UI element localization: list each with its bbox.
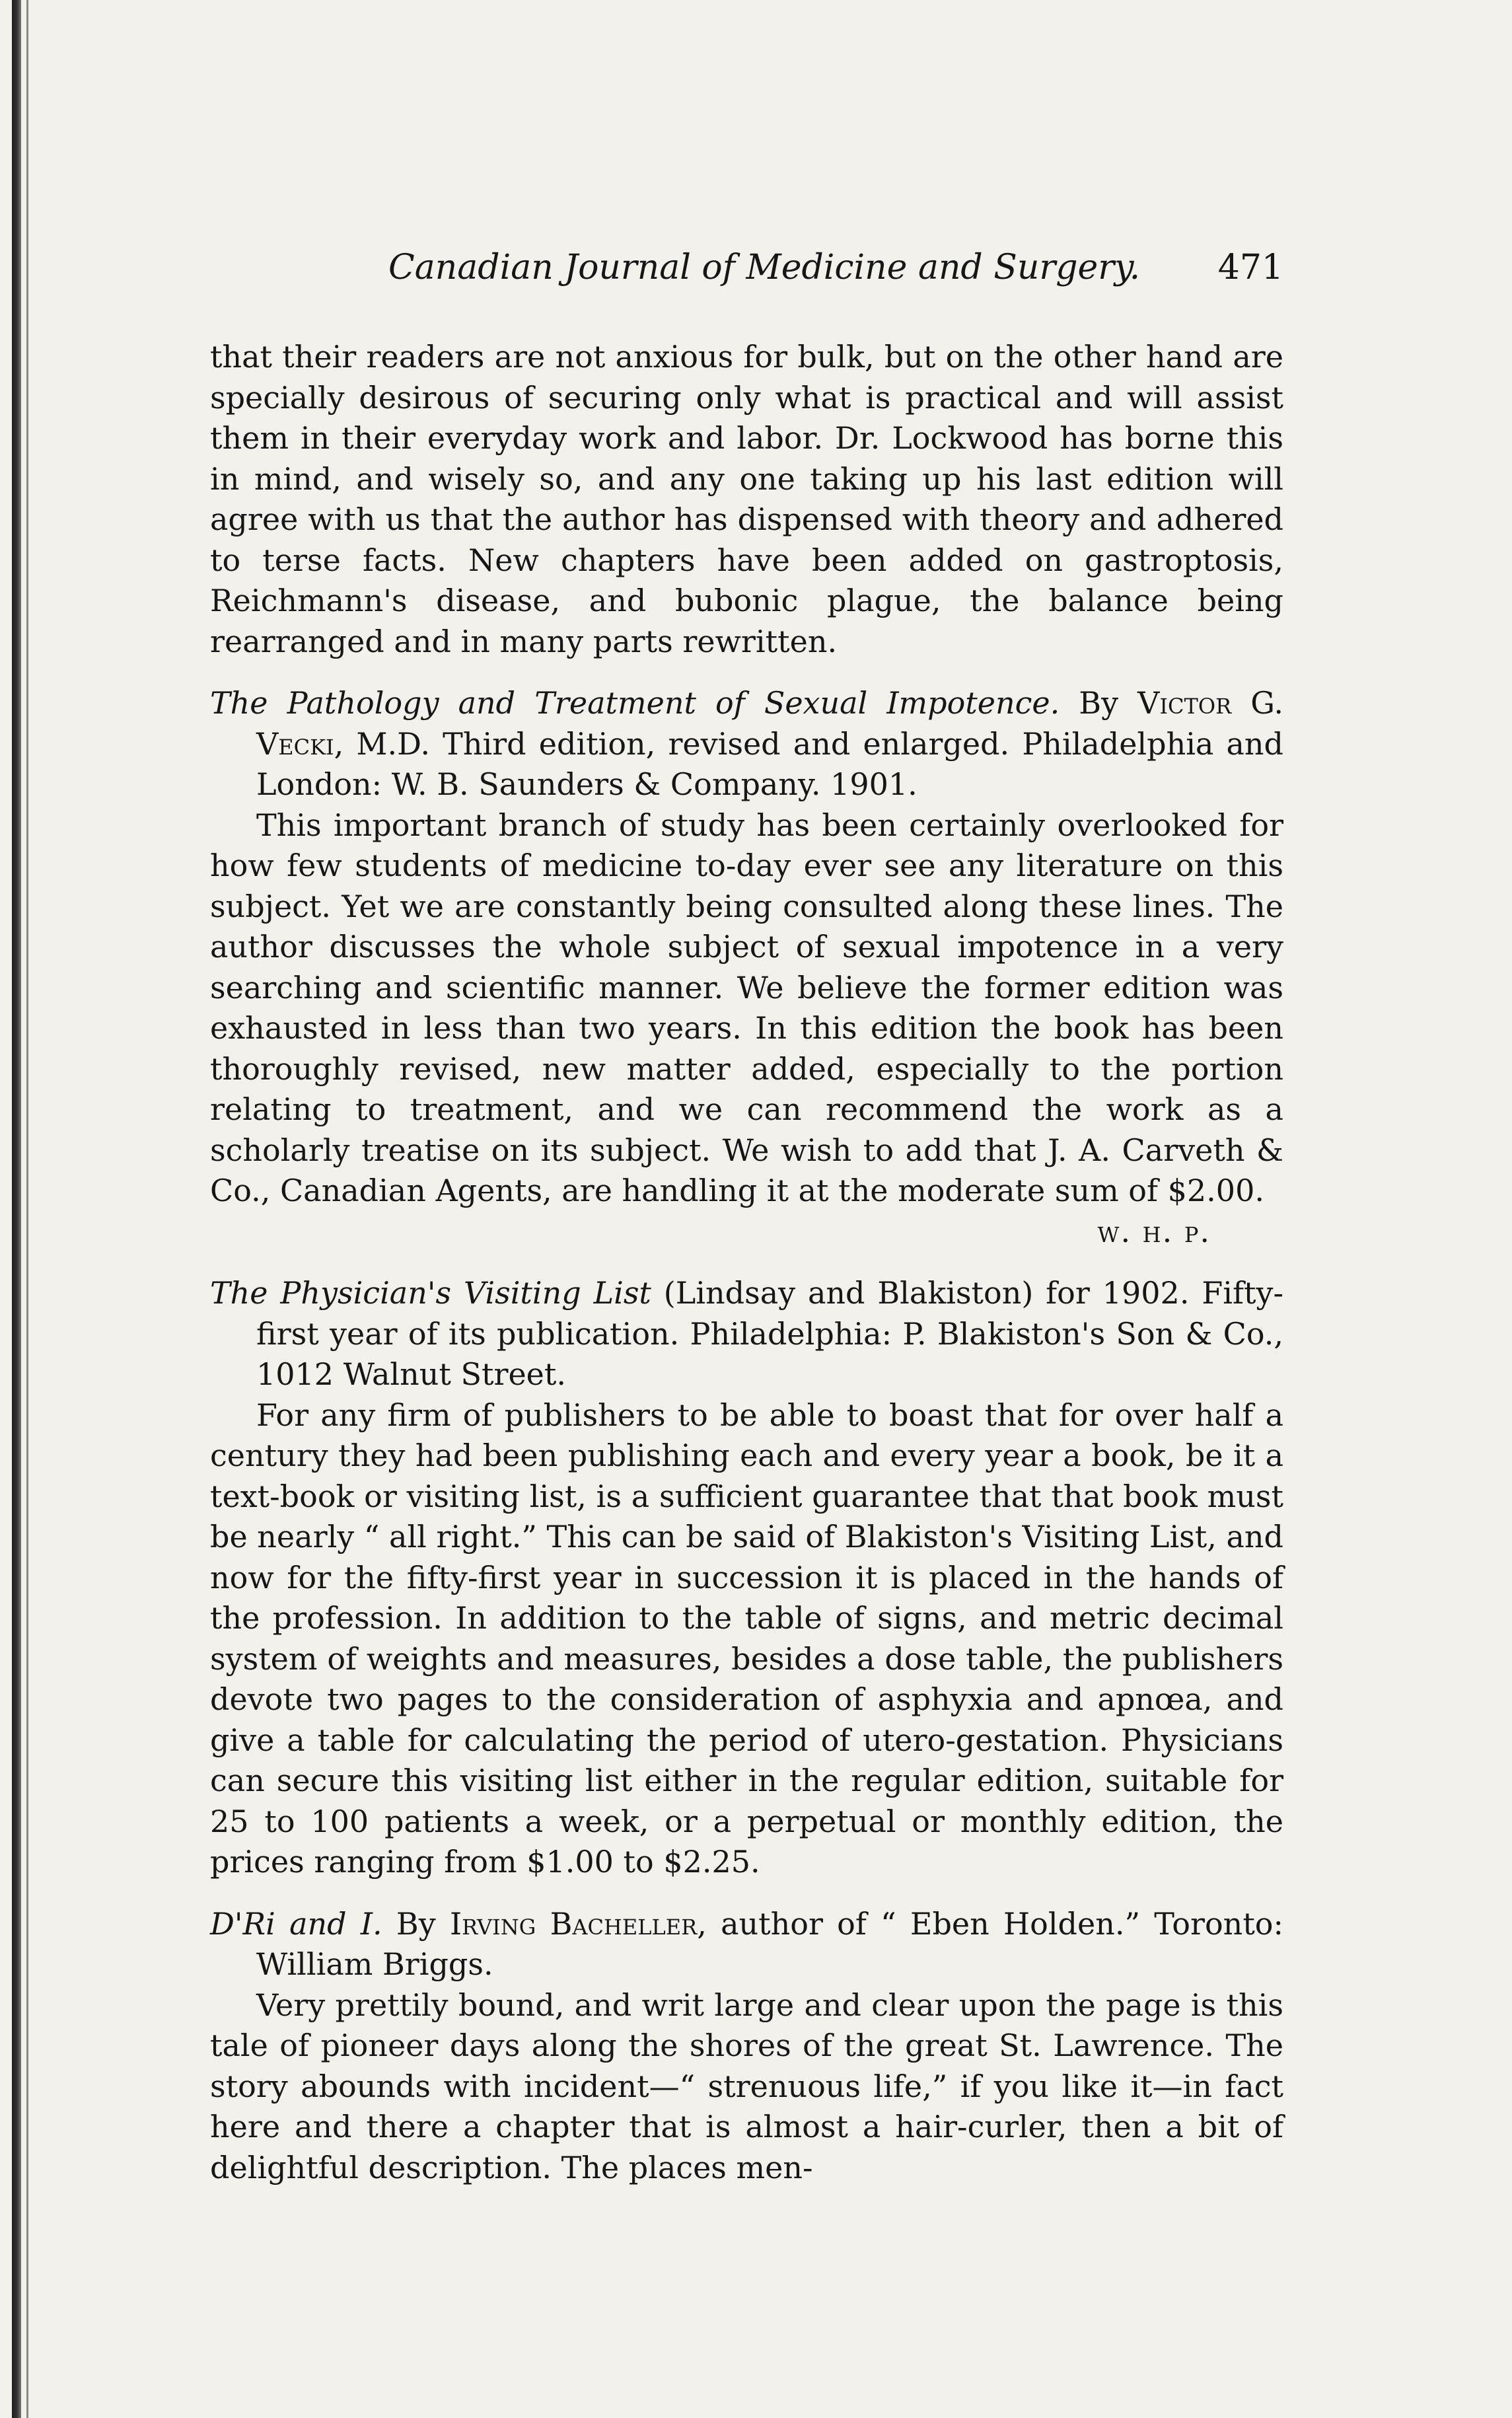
publication-details: , author of “ Eben Holden.” Toronto: William Briggs. <box>256 1905 1283 1982</box>
page-binding-edge <box>12 0 21 2418</box>
book-title: The Physician's Visiting List <box>210 1275 651 1311</box>
review-entry <box>210 683 1283 1252</box>
continuation-paragraph: that their readers are not anxious for bulk, but on the other hand are specially desirous of securing only what is practical and will assist them in their everyday work and labor. Dr. Lockwood has borne this in mind, and wisely so, and any one taking up his last edition will agree with us that the author has dispensed with theory and adhered to terse facts. New chapters have been added on gastroptosis, Reichmann's disease, and bubonic plague, the balance being rearranged and in many parts rewritten. <box>210 339 1283 659</box>
page-number: 471 <box>1217 248 1283 287</box>
page-binding-shadow <box>26 0 28 2418</box>
review-heading <box>210 683 1283 805</box>
book-title: The Pathology and Treatment of Sexual Impotence. <box>210 685 1060 721</box>
review-text: Very prettily bound, and writ large and clear upon the page is this tale of pioneer days along the shores of the great St. Lawrence. The story abounds with incident—“ strenuous life,” if you like it—in fact here and there a chapter that is almost a hair-curler, then a bit of delightful description. The places men- <box>210 1987 1283 2185</box>
review-body <box>210 1395 1283 1883</box>
review-body <box>210 1985 1283 2189</box>
by-word: By <box>396 1905 436 1942</box>
reviewer-initials: w. h. p. <box>1097 1213 1211 1249</box>
review-text: This important branch of study has been certainly overlooked for how few students of medicine to-day ever see any literature on this subject. Yet we are constantly being consulted along these lines. The author discusses the whole subject of sexual impotence in a very searching and scientific manner. We believe the former edition was exhausted in less than two years. In this edition the book has been thoroughly revised, new matter added, especially to the portion relating to treatment, and we can recommend the work as a scholarly treatise on its subject. We wish to add that J. A. Carveth & Co., Canadian Agents, are handling it at the moderate sum of $2.00. <box>210 807 1283 1208</box>
review-text: For any firm of publishers to be able to boast that for over half a century they had been publishing each and every year a book, be it a text-book or visiting list, is a sufficient guarantee that that book must be nearly “ all right.” This can be said of Blakiston's Visiting List, and now for the fifty-first year in succession it is placed in the hands of the profession. In addition to the table of signs, and metric decimal system of weights and measures, besides a dose table, the publishers devote two pages to the consideration of asphyxia and apnœa, and give a table for calculating the period of utero-gestation. Physicians can secure this visiting list either in the regular edition, suitable for 25 to 100 patients a week, or a perpetual or monthly edition, the prices ranging from $1.00 to $2.25. <box>210 1397 1283 1880</box>
review-heading <box>210 1904 1283 1985</box>
review-entry <box>210 1273 1283 1883</box>
book-author: Victor G. Vecki <box>256 685 1283 762</box>
review-body <box>210 805 1283 1249</box>
by-word: By <box>1079 685 1119 721</box>
book-title: D'Ri and I. <box>210 1905 382 1942</box>
publication-details: , M.D. Third edition, revised and enlarged. Philadelphia and London: W. B. Saunders & Company. 1901. <box>256 725 1283 802</box>
page-content <box>210 244 1283 2188</box>
publication-details: (Lindsay and Blakiston) for 1902. Fifty-first year of its publication. Philadelphia: P. Blakiston's Son & Co., 1012 Walnut Street. <box>256 1275 1283 1392</box>
journal-title: Canadian Journal of Medicine and Surgery. <box>388 248 1141 287</box>
running-header <box>210 244 1283 304</box>
review-heading <box>210 1273 1283 1395</box>
review-entry <box>210 1904 1283 2189</box>
book-author: Irving Bacheller <box>449 1905 698 1942</box>
